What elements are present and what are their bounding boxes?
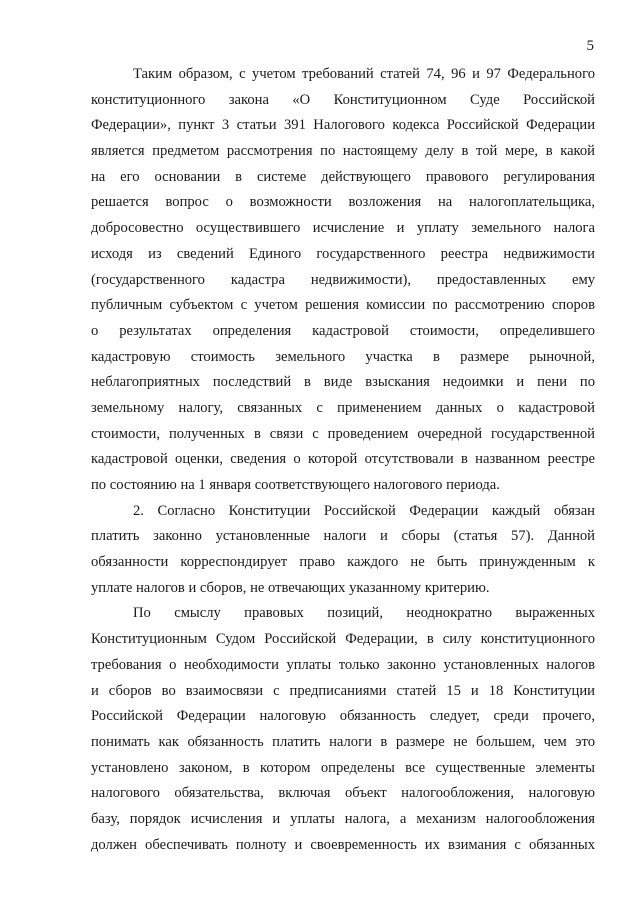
text-line: и сборов во взаимосвязи с предписаниями статей 15 и 18 Конституции: [91, 682, 595, 699]
text-line: о результатах определения кадастровой стоимости, определившего: [91, 322, 595, 339]
text-line: уплате налогов и сборов, не отвечающих указанному критерию.: [91, 579, 490, 596]
text-line: Конституционным Судом Российской Федерации, в силу конституционного: [91, 631, 595, 648]
text-line: требования о необходимости уплаты только законно установленных налогов: [91, 656, 595, 673]
paragraph: [91, 499, 595, 602]
text-line: стоимости, полученных в связи с проведением очередной государственной: [91, 425, 595, 442]
document-body: [91, 62, 595, 858]
page-number: 5: [586, 38, 594, 54]
text-line: базу, порядок исчисления и уплаты налога, а механизм налогообложения: [91, 810, 595, 827]
text-line: кадастровой оценки, сведения о которой отсутствовали в названном реестре: [91, 451, 595, 468]
text-line: Таким образом, с учетом требований статей 74, 96 и 97 Федерального: [133, 66, 595, 82]
text-line: (государственного кадастра недвижимости), предоставленных ему: [91, 271, 595, 288]
text-line: добросовестно осуществившего исчисление и уплату земельного налога: [91, 220, 595, 237]
text-line: публичным субъектом с учетом решения комиссии по рассмотрению споров: [91, 297, 595, 314]
text-line: По смыслу правовых позиций, неоднократно выраженных: [133, 605, 595, 622]
paragraph: [91, 62, 595, 499]
paragraph: [91, 601, 595, 858]
text-line: неблагоприятных последствий в виде взыскания недоимки и пени по: [91, 374, 595, 391]
text-line: на его основании в системе действующего правового регулирования: [91, 168, 595, 185]
text-line: решается вопрос о возможности возложения на налогоплательщика,: [91, 194, 595, 211]
text-line: конституционного закона «О Конституционном Суде Российской: [91, 91, 595, 108]
text-line: исходя из сведений Единого государственного реестра недвижимости: [91, 245, 595, 262]
text-line: Российской Федерации налоговую обязанность следует, среди прочего,: [91, 708, 595, 725]
text-line: 2. Согласно Конституции Российской Федерации каждый обязан: [133, 502, 595, 519]
text-line: является предметом рассмотрения по настоящему делу в той мере, в какой: [91, 143, 595, 160]
text-line: обязанности корреспондирует право каждого не быть принужденным к: [91, 554, 595, 571]
text-line: платить законно установленные налоги и сборы (статья 57). Данной: [91, 528, 595, 545]
text-line: должен обеспечивать полноту и своевременность их взимания с обязанных: [91, 836, 595, 853]
text-line: кадастровую стоимость земельного участка в размере рыночной,: [91, 348, 595, 365]
text-line: налогового обязательства, включая объект налогообложения, налоговую: [91, 785, 595, 802]
text-line: понимать как обязанность платить налоги в размере не большем, чем это: [91, 733, 595, 750]
text-line: установлено законом, в котором определены все существенные элементы: [91, 759, 595, 776]
text-line: Федерации», пункт 3 статьи 391 Налогового кодекса Российской Федерации: [91, 117, 595, 134]
text-line: по состоянию на 1 января соответствующего налогового периода.: [91, 477, 500, 493]
text-line: земельному налогу, связанных с применением данных о кадастровой: [91, 399, 595, 416]
